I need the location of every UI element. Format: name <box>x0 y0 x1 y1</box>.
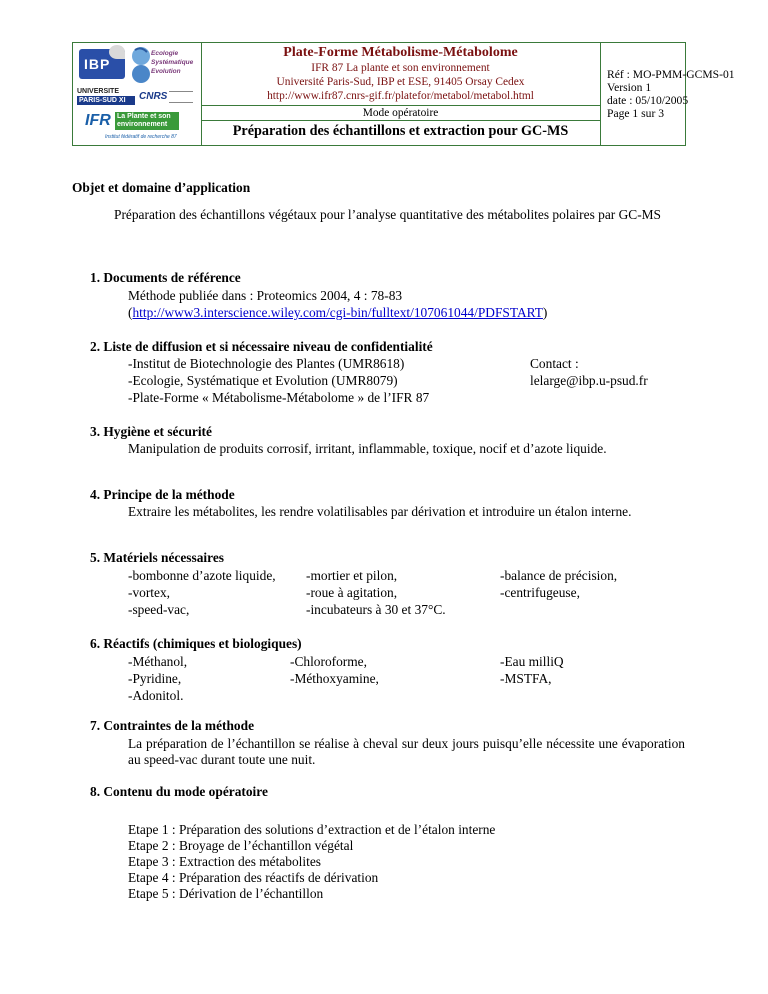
contact-label: Contact : <box>530 356 579 371</box>
diffusion-item: -Plate-Forme « Métabolisme-Métabolome » de l’IFR 87 <box>128 390 430 405</box>
section-1-link-line <box>128 305 547 321</box>
version: Version 1 <box>607 81 652 94</box>
section-4-text: Extraire les métabolites, les rendre volatilisables par dérivation et introduire un étalon interne. <box>128 504 632 519</box>
material-item: -balance de précision, <box>500 568 618 583</box>
diffusion-item: -Ecologie, Systématique et Evolution (UMR8079) <box>128 373 398 388</box>
step-item: Etape 4 : Préparation des réactifs de dérivation <box>128 870 379 885</box>
reference-panel <box>600 43 735 145</box>
material-item: -roue à agitation, <box>306 585 398 600</box>
section-4-heading: 4. Principe de la méthode <box>90 487 235 502</box>
header-url[interactable]: http://www.ifr87.cnrs-gif.fr/platefor/metabol/metabol.html <box>267 90 534 102</box>
mode-operatoire: Mode opératoire <box>201 105 600 121</box>
ifr-logo-mark: IFR <box>85 112 111 129</box>
section-3-heading: 3. Hygiène et sécurité <box>90 424 212 439</box>
objet-text: Préparation des échantillons végétaux pour l’analyse quantitative des métabolites polaires par GC-MS <box>114 207 662 222</box>
reagent-item: -MSTFA, <box>500 671 552 686</box>
link-paren-open: ( <box>128 305 133 320</box>
ese-logo <box>131 46 194 86</box>
material-item: -speed-vac, <box>128 602 190 617</box>
ibp-logo-accent <box>109 45 125 59</box>
step-item: Etape 3 : Extraction des métabolites <box>128 854 321 869</box>
diffusion-item: -Institut de Biotechnologie des Plantes (UMR8618) <box>128 356 405 371</box>
step-item: Etape 1 : Préparation des solutions d’extraction et de l’étalon interne <box>128 822 496 837</box>
header-center <box>201 43 600 145</box>
ibp-logo <box>79 49 125 79</box>
reference-code: Réf : MO-PMM-GCMS-01 <box>607 68 735 81</box>
ifr-logo-line3: Institut fédératif de recherche 87 <box>105 134 177 140</box>
section-5-heading: 5. Matériels nécessaires <box>90 550 224 565</box>
header-line-ifr: IFR 87 La plante et son environnement <box>311 62 490 74</box>
step-item: Etape 2 : Broyage de l’échantillon végétal <box>128 838 354 853</box>
section-8-heading: 8. Contenu du mode opératoire <box>90 784 268 799</box>
reagent-item: -Adonitol. <box>128 688 184 703</box>
section-3-text: Manipulation de produits corrosif, irritant, inflammable, toxique, nocif et d’azote liquide. <box>128 441 607 456</box>
step-item: Etape 5 : Dérivation de l’échantillon <box>128 886 324 901</box>
material-item: -vortex, <box>128 585 171 600</box>
reagent-item: -Eau milliQ <box>500 654 564 669</box>
page-number: Page 1 sur 3 <box>607 107 664 120</box>
section-1-heading: 1. Documents de référence <box>90 270 241 285</box>
upsud-logo <box>77 88 135 106</box>
material-item: -mortier et pilon, <box>306 568 398 583</box>
logo-panel <box>73 43 202 145</box>
reagent-item: -Chloroforme, <box>290 654 367 669</box>
upsud-logo-line1: UNIVERSITE <box>77 88 120 95</box>
header-line-address: Université Paris-Sud, IBP et ESE, 91405 Orsay Cedex <box>276 76 525 88</box>
material-item: -centrifugeuse, <box>500 585 580 600</box>
document-title: Préparation des échantillons et extraction pour GC-MS <box>232 123 569 139</box>
material-item: -incubateurs à 30 et 37°C. <box>306 602 446 617</box>
platform-title: Plate-Forme Métabolisme-Métabolome <box>283 45 518 60</box>
reagent-item: -Méthoxyamine, <box>290 671 379 686</box>
ese-logo-text: Ecologie Systématique Evolution <box>151 50 194 75</box>
material-item: -bombonne d’azote liquide, <box>128 568 276 583</box>
ifr-logo-line2: La Plante et son environnement <box>115 112 179 130</box>
cnrs-logo <box>139 87 195 107</box>
cnrs-logo-lines <box>169 91 193 103</box>
reference-link[interactable]: http://www3.interscience.wiley.com/cgi-bin/fulltext/107061044/PDFSTART <box>132 305 543 320</box>
section-2-heading: 2. Liste de diffusion et si nécessaire niveau de confidentialité <box>90 339 433 354</box>
section-6-heading: 6. Réactifs (chimiques et biologiques) <box>90 636 302 651</box>
section-1-text: Méthode publiée dans : Proteomics 2004, 4 : 78-83 <box>128 288 403 303</box>
reagent-item: -Méthanol, <box>128 654 188 669</box>
objet-heading: Objet et domaine d’application <box>72 180 251 195</box>
ifr-logo <box>81 109 193 143</box>
upsud-logo-line2: PARIS-SUD XI <box>77 96 135 105</box>
reagent-item: -Pyridine, <box>128 671 182 686</box>
document-header <box>72 42 735 146</box>
section-7-heading: 7. Contraintes de la méthode <box>90 718 255 733</box>
ibp-logo-text: IBP <box>84 56 111 72</box>
section-7-text: La préparation de l’échantillon se réalise à cheval sur deux jours puisqu’elle nécessite une évaporation au speed-vac durant toute une nuit. <box>128 736 685 767</box>
date: date : 05/10/2005 <box>607 94 689 107</box>
link-paren-close: ) <box>542 305 548 320</box>
contact-email[interactable]: lelarge@ibp.u-psud.fr <box>530 373 648 388</box>
cnrs-logo-text: CNRS <box>139 91 168 102</box>
